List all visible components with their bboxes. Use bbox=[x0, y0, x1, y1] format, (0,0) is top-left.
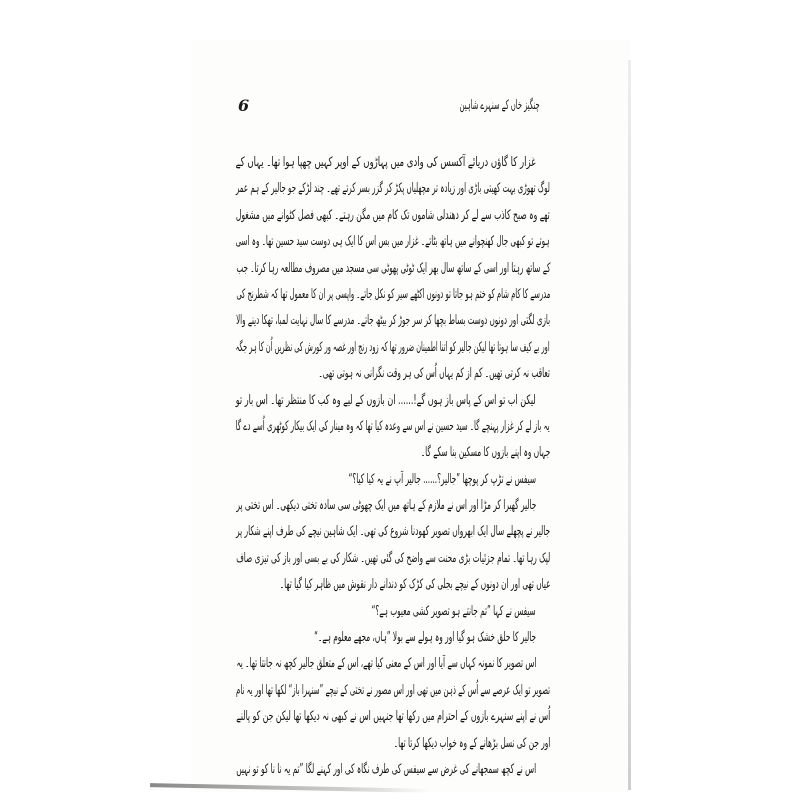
text-line bbox=[236, 599, 550, 625]
text-line-content: جالیر کا حلق خشک ہو گیا اور وہ ہولے سے بولا ”ہاں، مجھے معلوم ہے۔“ bbox=[314, 630, 536, 646]
text-line-content: مدرسے کا کام شام کو ختم ہو جاتا تو دونوں اکٹھے سیر کو نکل جاتے۔ واپسی پر ان کا معمول تھا کہ شطرنج کی bbox=[236, 286, 550, 302]
text-line-content: تعاقب نہ کرتی تھیں۔ کم از کم یہاں اُس کی ہر وقت نگرانی نہ ہوتی تھی۔ bbox=[318, 366, 550, 382]
text-line bbox=[236, 757, 550, 783]
text-line-content: اُس نے اپنے سنہرے بازوں کے احترام میں رکھا تھا جنہیں اس نے کبھی نہ دیکھا تھا لیکن جن کو پالنے bbox=[236, 709, 550, 725]
text-line-content: لیکن اب تو اس کے پاس باز ہوں گے!...... ان بازوں کے لیے وہ کب کا منتظر تھا۔ اس بار تو bbox=[236, 392, 536, 408]
text-line-content: سیفس نے تڑپ کر پوچھا ”جالیر؟...... جالیر آپ نے یہ کیا کیا؟“ bbox=[348, 471, 536, 487]
text-line-content: اور جن کی نسل بڑھانے کے وہ خواب دیکھا کرتا تھا۔ bbox=[393, 735, 550, 751]
text-line bbox=[236, 625, 550, 651]
text-line-content: جہاں وہ اپنے بازوں کا مسکین بنا سکے گا۔ bbox=[420, 445, 550, 461]
text-line bbox=[236, 493, 550, 519]
text-line-content: لوگ تھوڑی بہت کھیتی باڑی اور زیادہ تر مچھلیاں پکڑ کر گزر بسر کرتے تھے۔ چند لڑکے جو جالیر کے ہم عمر bbox=[236, 181, 550, 197]
text-line bbox=[236, 731, 550, 757]
text-line-content: جالیر گھبرا کر مڑا اور اس نے ملازم کے ہاتھ میں ایک چھوٹی سی سادہ تختی دیکھی۔ اس تختی پر bbox=[236, 498, 536, 514]
text-line-content: کے ساتھ رہتا اور اسی کے ساتھ سال بھر ایک ٹوٹی پھوٹی سی مسجد میں مصروف مطالعہ رہا کرتا۔ جب bbox=[236, 260, 550, 276]
text-line-content: غزار کا گاؤں دریائے آکسس کی وادی میں پہاڑوں کے اوپر کہیں چھپا ہوا تھا۔ یہاں کے bbox=[236, 155, 536, 170]
text-line bbox=[236, 440, 550, 466]
text-line bbox=[236, 335, 550, 361]
text-line-content: یہ باز لے کر غزار پہنچے گا۔ سید حسین نے اس سے وعدہ کیا تھا کہ وہ مینار کی ایک بیکار کوٹھری اُسے دے گا bbox=[236, 418, 550, 434]
text-line-content: اس تصویر کا نمونہ کہاں سے آیا اور اس کے معنی کیا تھے، اس کے متعلق جالیر کچھ نہ جانتا تھا۔ یہ bbox=[236, 656, 536, 672]
text-line bbox=[236, 388, 550, 414]
text-line-content: عیاں تھی اور ان دونوں کے نیچے بجلی کی کڑک کو دندانے دار نقوش میں ظاہر کیا گیا تھا۔ bbox=[279, 577, 550, 593]
text-line bbox=[236, 176, 550, 202]
text-line-content: لپک رہا تھا۔ تمام جزئیات بڑی محنت سے واضح کی گئی تھیں۔ شکار کی بے بسی اور باز کی تیزی صاف bbox=[236, 550, 550, 566]
text-line bbox=[236, 256, 550, 282]
text-line-content: تصویر تو ایک عرصے سے اُس کے ذہن میں تھی اور اس مصور نے تختی کے نیچے ”سنہرا باز“ لکھا تھا اور یہ نام bbox=[236, 682, 550, 698]
text-line bbox=[236, 519, 550, 545]
text-line-content: ہوتے تو کبھی جال کھنچوانے میں ہاتھ بٹاتے۔ غزار میں بس اس کا ایک ہی دوست سید حسین تھا۔ وہ اسی bbox=[236, 234, 550, 250]
text-line-content: جالیر نے پچھلے سال ایک ابھرواں تصویر کھودنا شروع کی تھی۔ ایک شاہین نیچے کی طرف اپنے شکار پر bbox=[236, 524, 550, 540]
text-line bbox=[236, 546, 550, 572]
text-line bbox=[236, 203, 550, 229]
text-line bbox=[236, 467, 550, 493]
text-line-content: بازی لگتی اور دونوں دوست بساط بچھا کر سر جوڑ کر بیٹھ جاتے۔ مدرسے کا سال نہایت لمبا، تھکا دینے والا bbox=[236, 313, 550, 329]
text-line bbox=[236, 361, 550, 387]
page-number: 6 bbox=[238, 96, 250, 115]
page-edge-shadow bbox=[628, 60, 631, 790]
text-line-content: اور بے کیف سا ہوتا تھا لیکن جالیر کو اتنا اطمینان ضرور تھا کہ زود رنج اور غصہ ور کورش کی نظریں اُن کا ہر جگہ bbox=[236, 339, 550, 355]
body-text bbox=[236, 150, 550, 783]
text-line-content: سیفس نے کہا ”تم جانتے ہو تصویر کشی معیوب ہے؟“ bbox=[371, 603, 536, 619]
text-line bbox=[236, 704, 550, 730]
text-line bbox=[236, 414, 550, 440]
text-line bbox=[236, 150, 550, 176]
text-line bbox=[236, 572, 550, 598]
text-line-content: اس نے کچھ سمجھانے کی غرض سے سیفس کی طرف نگاہ کی اور کہنے لگا ”تم یہ نا نا کو تو نہیں bbox=[236, 761, 536, 777]
text-line bbox=[236, 282, 550, 308]
text-line bbox=[236, 678, 550, 704]
text-line bbox=[236, 308, 550, 334]
text-line bbox=[236, 229, 550, 255]
running-title: چنگیز خاں کے سنہرے شاہین bbox=[460, 98, 540, 113]
text-line-content: تھے وہ صبح کاذب سے لے کر دھندلی شاموں تک کام میں مگن رہتے۔ کبھی فصل کٹوانے میں مشغول bbox=[236, 207, 550, 223]
text-line bbox=[236, 651, 550, 677]
